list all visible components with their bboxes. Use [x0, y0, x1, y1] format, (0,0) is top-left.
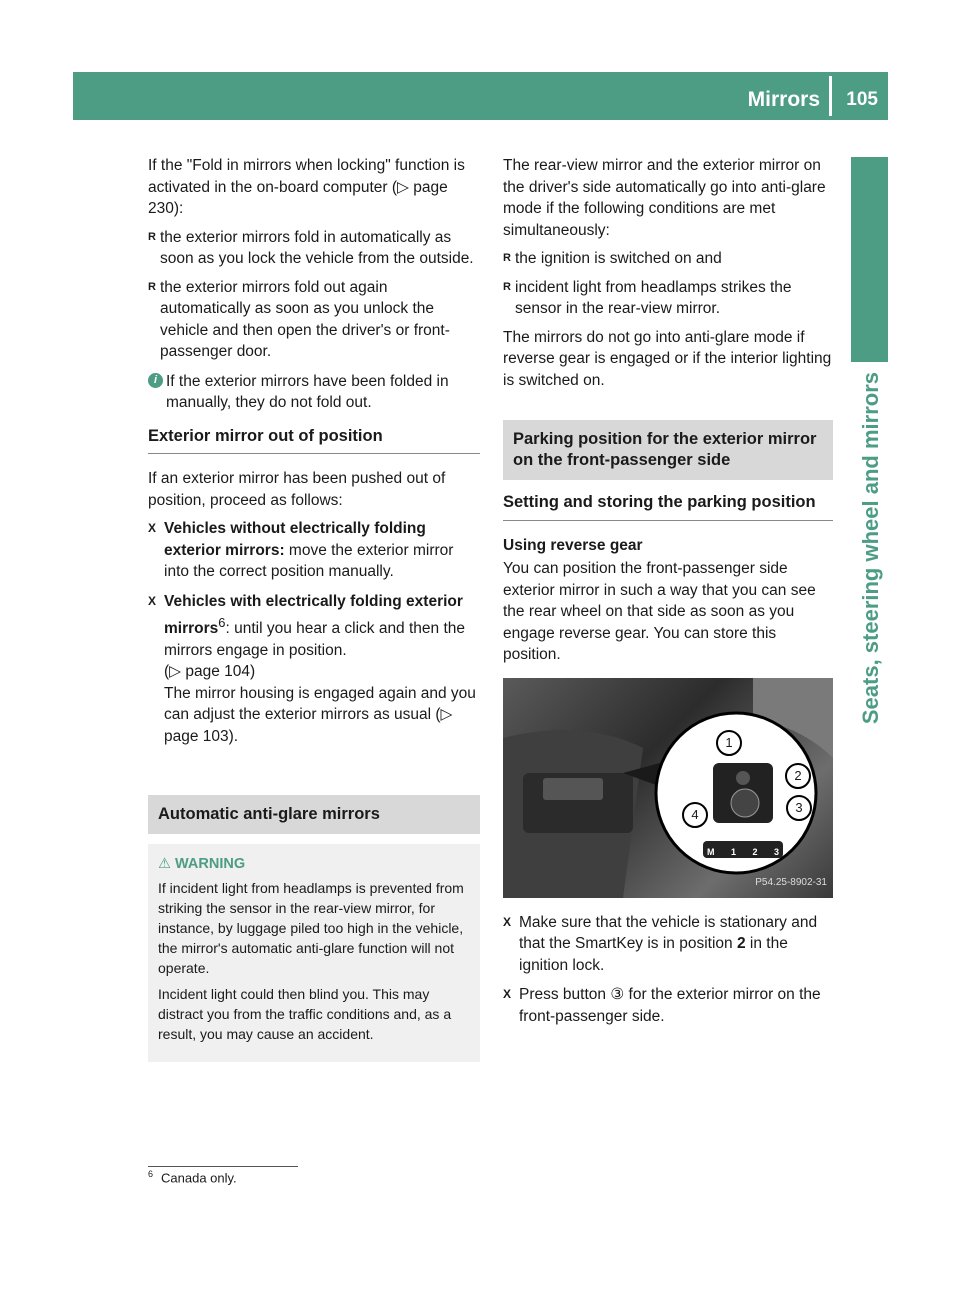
memory-button-1: 1 — [730, 846, 736, 857]
side-tab — [851, 157, 888, 362]
info-text: If the exterior mirrors have been folded in manually, they do not fold out. — [166, 372, 449, 411]
callout-2: 2 — [785, 763, 811, 789]
footnote-number: 6 — [148, 1169, 154, 1179]
step-text: move the exterior mirror into the correct position manually. — [164, 541, 454, 580]
header-divider — [829, 76, 832, 116]
page-title: Mirrors — [747, 88, 820, 111]
step-item — [148, 518, 480, 583]
anti-glare-note: The mirrors do not go into anti-glare mode if reverse gear is engaged or if the interior lighting is switched on. — [503, 328, 832, 389]
list-item: R the ignition is switched on and — [503, 248, 833, 270]
list-item: R the exterior mirrors fold in automatically as soon as you lock the vehicle from the outside. — [148, 227, 480, 270]
step-item: X Make sure that the vehicle is stationary and that the SmartKey is in position 2 in the ignition lock. — [503, 912, 833, 977]
warning-icon: ⚠ — [158, 856, 171, 873]
pushed-text: If an exterior mirror has been pushed out of position, proceed as follows: — [148, 470, 446, 509]
callout-1: 1 — [716, 730, 742, 756]
intro-text: If the "Fold in mirrors when locking" function is activated in the on-board computer (▷ page 230): — [148, 157, 465, 217]
subheading-setting-storing: Setting and storing the parking position — [503, 492, 833, 521]
right-column — [503, 155, 833, 1035]
footnote — [148, 1166, 298, 1185]
memory-button-m: M — [707, 846, 715, 857]
subheading-mirror-out-of-position: Exterior mirror out of position — [148, 426, 480, 455]
warning-box — [148, 844, 480, 1062]
page-number: 105 — [846, 89, 878, 110]
anti-glare-intro: The rear-view mirror and the exterior mirror on the driver's side automatically go into anti-glare mode if the following conditions are met simultaneously: — [503, 157, 826, 239]
side-tab-label: Seats, steering wheel and mirrors — [858, 372, 883, 725]
left-column — [148, 155, 480, 1062]
info-icon: i — [148, 373, 163, 388]
image-code: P54.25-8902-31 — [755, 877, 827, 888]
callout-4: 4 — [682, 802, 708, 828]
warning-title: ⚠ WARNING — [158, 856, 246, 873]
position-number: 2 — [736, 935, 746, 952]
step-bold: Vehicles without electrically folding exterior mirrors: — [164, 520, 426, 559]
memory-button-2: 2 — [752, 846, 758, 857]
step-text: : until you hear a click and then the mirrors engage in position. — [164, 620, 466, 659]
step-more-text: The mirror housing is engaged again and you can adjust the exterior mirrors as usual (▷ page 103). — [164, 684, 476, 745]
warning-text: Incident light could then blind you. This may distract you from the traffic conditions and, as a result, you may cause an accident. — [158, 986, 452, 1043]
door-panel-illustration — [503, 678, 833, 898]
section-heading-anti-glare: Automatic anti-glare mirrors — [148, 795, 480, 834]
step-bold: Vehicles with electrically folding exterior mirrors — [164, 592, 463, 638]
door-control-photo — [503, 678, 833, 898]
page-header — [73, 72, 888, 120]
callout-3: 3 — [786, 795, 812, 821]
using-reverse-gear-text: You can position the front-passenger side exterior mirror in such a way that you can see the rear wheel on that side as soon as you engage reverse gear. You can store this position. — [503, 560, 816, 663]
section-heading-parking-position: Parking position for the exterior mirror on the front-passenger side — [503, 420, 833, 480]
info-note — [148, 371, 480, 414]
step-item: X Press button ③ for the exterior mirror on the front-passenger side. — [503, 984, 833, 1027]
using-reverse-gear-heading: Using reverse gear — [503, 536, 643, 554]
memory-buttons — [707, 842, 779, 864]
memory-button-3: 3 — [773, 846, 779, 857]
list-item: R the exterior mirrors fold out again automatically as soon as you unlock the vehicle and then open the driver's or front-passenger door. — [148, 277, 480, 363]
step-item — [148, 591, 480, 748]
footnote-text: Canada only. — [161, 1170, 237, 1186]
list-item: R incident light from headlamps strikes the sensor in the rear-view mirror. — [503, 277, 833, 320]
warning-text: If incident light from headlamps is prevented from striking the sensor in the rear-view mirror, for instance, by luggage piled too high in the vehicle, the mirror's automatic anti-glare function will not operate. — [158, 880, 464, 977]
page-reference: (▷ page 104) — [164, 663, 256, 681]
footnote-marker: 6 — [218, 615, 226, 630]
